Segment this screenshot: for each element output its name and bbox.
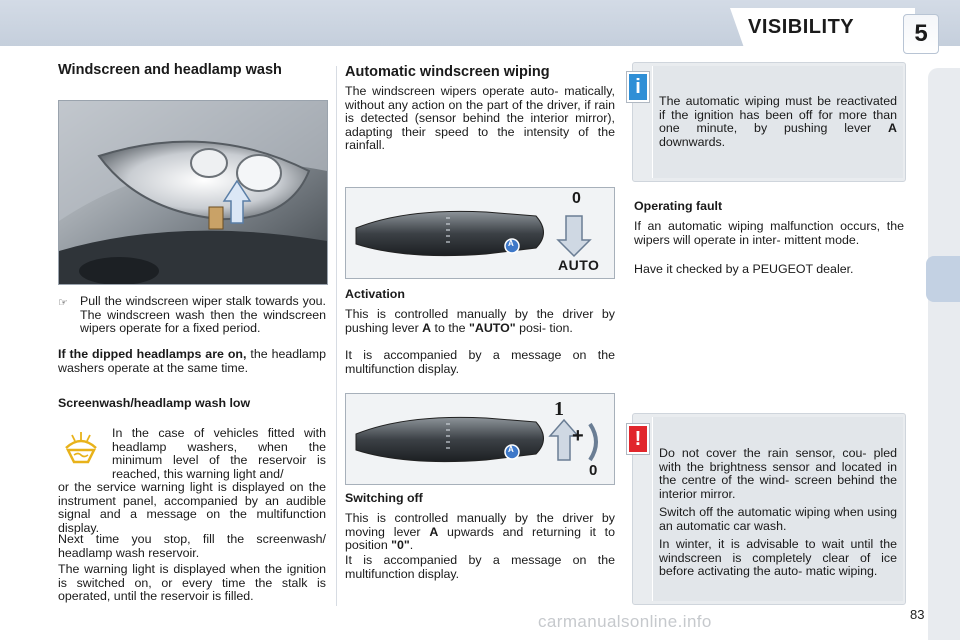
lever-a-label: A (508, 239, 514, 248)
plus-sign-label: + (572, 425, 584, 447)
switch-off-message-text: It is accompanied by a message on the multifunction display. (345, 553, 615, 581)
info-note-lever: A (888, 121, 897, 135)
switch-off-text-b: upwards and returning it to position (345, 524, 616, 552)
activation-auto: "AUTO" (469, 320, 516, 335)
info-note-text-b: downwards. (659, 134, 726, 149)
dealer-check-text: Have it checked by a PEUGEOT dealer. (634, 262, 854, 276)
info-note-text-a: The automatic wiping must be reactivated if the ignition has been off for more than one minute, by pushing lever (659, 94, 897, 135)
chapter-side-tab-active[interactable] (926, 256, 960, 302)
wash-low-text: or the service warning light is displayed on the instrument panel, accompanied by an audible signal and a message on the multifunction display. (58, 480, 326, 535)
stalk-position-auto-label: AUTO (558, 257, 600, 273)
subheading-operating-fault: Operating fault (634, 199, 723, 213)
watermark: carmanualsonline.info (538, 612, 712, 631)
headlamp-photo (58, 100, 328, 285)
headlamp-illustration (59, 101, 327, 284)
switch-off-text-a: This is controlled manually by the driver by moving lever (345, 511, 615, 539)
next-stop-text: Next time you stop, fill the screenwash/ headlamp wash reservoir. (58, 532, 326, 560)
bullet-text-pull-stalk: Pull the windscreen wiper stalk towards you. The windscreen wash then the windscreen wipers operate for a fixed period. (80, 294, 326, 335)
page-title: VISIBILITY (748, 16, 855, 38)
info-icon: i (627, 72, 649, 102)
section-heading-auto-wiping: Automatic windscreen wiping (345, 64, 550, 80)
dipped-headlamps-bold: If the dipped headlamps are on, (58, 347, 247, 361)
dipped-headlamps-rest: the headlamp washers operate at the same time. (58, 347, 327, 375)
activation-text-c: posi- tion. (515, 320, 573, 335)
auto-wiping-intro: The windscreen wipers operate auto- matically, without any action on the part of the driver, if rain is detected (sensor behind the interior mirror), adapting their speed to the intensity of the rainfall. (345, 84, 615, 152)
page-number: 83 (910, 607, 925, 622)
activation-text-b: to the (431, 320, 469, 335)
exclamation-icon: ! (627, 424, 649, 454)
activation-text-a: This is controlled manually by the driver by pushing lever (345, 307, 615, 335)
stalk-position-0-label: 0 (572, 190, 581, 207)
activation-message-text: It is accompanied by a message on the multifunction display. (345, 348, 615, 376)
activation-lever: A (422, 320, 432, 335)
activation-text (345, 308, 615, 335)
chapter-side-rail (928, 68, 960, 640)
wash-low-intro: In the case of vehicles fitted with headlamp washers, when the minimum level of the reservoir is reached, this warning light and/ (112, 426, 326, 481)
chapter-badge: 5 (903, 14, 939, 54)
dipped-headlamps-text (58, 348, 326, 375)
column-divider (336, 66, 337, 606)
washer-fluid-warning-icon (58, 428, 104, 468)
subheading-switching-off: Switching off (345, 491, 423, 505)
switch-off-lever: A (429, 524, 439, 539)
warning-note-text (659, 447, 897, 584)
warning-note-p2: Switch off the automatic wiping when using an automatic car wash. (659, 505, 897, 533)
lever-a-label-2: A (508, 445, 514, 454)
info-note-text (659, 95, 897, 149)
switch-off-zero: "0" (391, 538, 410, 552)
pointing-hand-icon: ☞ (58, 297, 68, 309)
stalk-position-0-label-2: 0 (589, 462, 598, 479)
warning-note-p1: Do not cover the rain sensor, cou- pled with the brightness sensor and located in the centre of the wind- screen behind the interior mirror. (659, 446, 897, 501)
subheading-wash-low: Screenwash/headlamp wash low (58, 396, 251, 410)
switch-off-text-c: . (409, 538, 414, 552)
switch-off-text (345, 512, 615, 553)
section-heading-wash: Windscreen and headlamp wash (58, 62, 282, 78)
warning-light-text: The warning light is displayed when the ignition is switched on, or every time the stalk is operated, until the reservoir is filled. (58, 562, 326, 603)
subheading-activation: Activation (345, 287, 405, 301)
warning-note-p3: In winter, it is advisable to wait until the windscreen is completely clear of ice before activating the auto- matic wiping. (659, 537, 897, 578)
stalk-position-1-label: 1 (554, 398, 564, 420)
operating-fault-text: If an automatic wiping malfunction occurs, the wipers will operate in inter- mittent mode. (634, 219, 904, 247)
